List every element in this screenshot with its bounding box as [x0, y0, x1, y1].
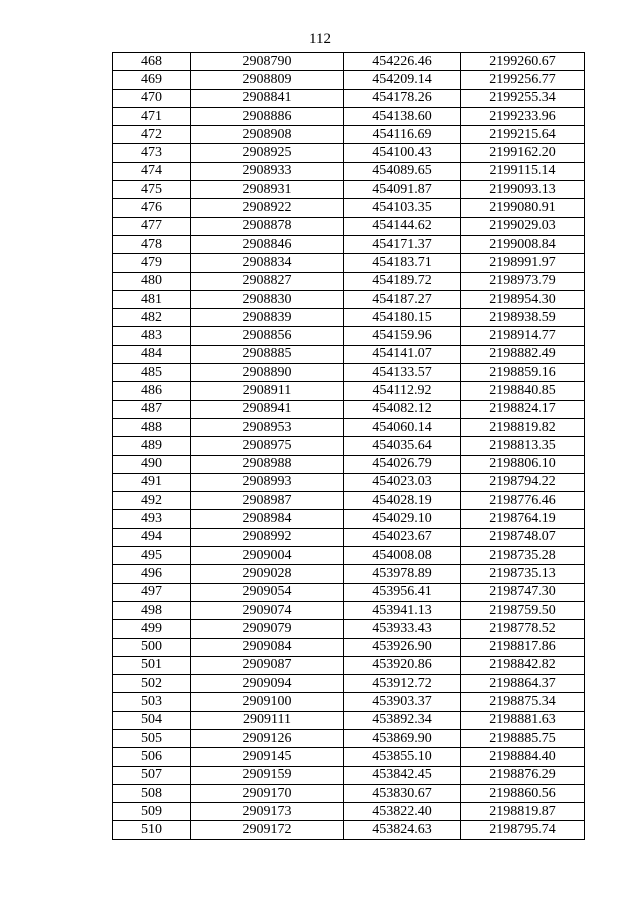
table-row [113, 638, 585, 656]
x-coordinate-cell: 454138.60 [344, 107, 461, 125]
point-id-cell: 2908984 [191, 510, 344, 528]
table-row [113, 675, 585, 693]
table-row [113, 748, 585, 766]
y-coordinate-cell: 2198881.63 [461, 711, 585, 729]
x-coordinate-cell: 454187.27 [344, 290, 461, 308]
point-number-cell: 486 [113, 382, 191, 400]
y-coordinate-cell: 2198860.56 [461, 784, 585, 802]
x-coordinate-cell: 453920.86 [344, 656, 461, 674]
point-number-cell: 478 [113, 235, 191, 253]
x-coordinate-cell: 454226.46 [344, 53, 461, 71]
x-coordinate-cell: 454144.62 [344, 217, 461, 235]
y-coordinate-cell: 2198735.28 [461, 547, 585, 565]
y-coordinate-cell: 2198819.82 [461, 418, 585, 436]
point-number-cell: 487 [113, 400, 191, 418]
point-number-cell: 499 [113, 620, 191, 638]
point-number-cell: 502 [113, 675, 191, 693]
point-id-cell: 2908790 [191, 53, 344, 71]
point-id-cell: 2909054 [191, 583, 344, 601]
x-coordinate-cell: 454029.10 [344, 510, 461, 528]
x-coordinate-cell: 454178.26 [344, 89, 461, 107]
x-coordinate-cell: 454100.43 [344, 144, 461, 162]
x-coordinate-cell: 453855.10 [344, 748, 461, 766]
point-id-cell: 2908911 [191, 382, 344, 400]
table-row [113, 89, 585, 107]
point-number-cell: 504 [113, 711, 191, 729]
table-row [113, 309, 585, 327]
point-number-cell: 503 [113, 693, 191, 711]
table-row [113, 290, 585, 308]
point-number-cell: 506 [113, 748, 191, 766]
point-id-cell: 2908925 [191, 144, 344, 162]
x-coordinate-cell: 454112.92 [344, 382, 461, 400]
x-coordinate-cell: 454183.71 [344, 254, 461, 272]
table-row [113, 583, 585, 601]
point-id-cell: 2909004 [191, 547, 344, 565]
point-id-cell: 2909170 [191, 784, 344, 802]
point-number-cell: 488 [113, 418, 191, 436]
point-id-cell: 2908987 [191, 492, 344, 510]
point-number-cell: 497 [113, 583, 191, 601]
y-coordinate-cell: 2199080.91 [461, 199, 585, 217]
table-row [113, 327, 585, 345]
point-id-cell: 2908878 [191, 217, 344, 235]
table-row [113, 217, 585, 235]
x-coordinate-cell: 454008.08 [344, 547, 461, 565]
table-row [113, 345, 585, 363]
point-id-cell: 2909145 [191, 748, 344, 766]
y-coordinate-cell: 2198882.49 [461, 345, 585, 363]
point-id-cell: 2908890 [191, 364, 344, 382]
y-coordinate-cell: 2199260.67 [461, 53, 585, 71]
point-id-cell: 2908908 [191, 126, 344, 144]
point-number-cell: 470 [113, 89, 191, 107]
y-coordinate-cell: 2198884.40 [461, 748, 585, 766]
point-number-cell: 476 [113, 199, 191, 217]
y-coordinate-cell: 2198859.16 [461, 364, 585, 382]
table-row [113, 528, 585, 546]
point-number-cell: 468 [113, 53, 191, 71]
y-coordinate-cell: 2199093.13 [461, 181, 585, 199]
point-number-cell: 500 [113, 638, 191, 656]
y-coordinate-cell: 2199029.03 [461, 217, 585, 235]
y-coordinate-cell: 2198817.86 [461, 638, 585, 656]
x-coordinate-cell: 453822.40 [344, 803, 461, 821]
table-row [113, 272, 585, 290]
y-coordinate-cell: 2199115.14 [461, 162, 585, 180]
point-number-cell: 483 [113, 327, 191, 345]
table-row [113, 126, 585, 144]
table-row [113, 162, 585, 180]
y-coordinate-cell: 2198819.87 [461, 803, 585, 821]
x-coordinate-cell: 454133.57 [344, 364, 461, 382]
table-row [113, 693, 585, 711]
point-id-cell: 2909126 [191, 729, 344, 747]
y-coordinate-cell: 2199008.84 [461, 235, 585, 253]
point-number-cell: 498 [113, 601, 191, 619]
y-coordinate-cell: 2198813.35 [461, 437, 585, 455]
point-id-cell: 2908834 [191, 254, 344, 272]
point-number-cell: 469 [113, 71, 191, 89]
point-id-cell: 2908885 [191, 345, 344, 363]
x-coordinate-cell: 453926.90 [344, 638, 461, 656]
table-row [113, 181, 585, 199]
x-coordinate-cell: 454023.03 [344, 473, 461, 491]
table-row [113, 510, 585, 528]
x-coordinate-cell: 454023.67 [344, 528, 461, 546]
point-number-cell: 508 [113, 784, 191, 802]
coordinates-table-body [113, 53, 585, 840]
point-id-cell: 2909159 [191, 766, 344, 784]
x-coordinate-cell: 454180.15 [344, 309, 461, 327]
y-coordinate-cell: 2198778.52 [461, 620, 585, 638]
point-number-cell: 475 [113, 181, 191, 199]
point-id-cell: 2908809 [191, 71, 344, 89]
x-coordinate-cell: 454089.65 [344, 162, 461, 180]
x-coordinate-cell: 453824.63 [344, 821, 461, 839]
y-coordinate-cell: 2198864.37 [461, 675, 585, 693]
point-number-cell: 495 [113, 547, 191, 565]
y-coordinate-cell: 2199215.64 [461, 126, 585, 144]
point-id-cell: 2909074 [191, 601, 344, 619]
x-coordinate-cell: 454159.96 [344, 327, 461, 345]
x-coordinate-cell: 453830.67 [344, 784, 461, 802]
point-number-cell: 484 [113, 345, 191, 363]
x-coordinate-cell: 453869.90 [344, 729, 461, 747]
point-number-cell: 471 [113, 107, 191, 125]
point-id-cell: 2909094 [191, 675, 344, 693]
x-coordinate-cell: 453978.89 [344, 565, 461, 583]
table-row [113, 144, 585, 162]
x-coordinate-cell: 454026.79 [344, 455, 461, 473]
point-id-cell: 2909173 [191, 803, 344, 821]
point-number-cell: 509 [113, 803, 191, 821]
table-row [113, 382, 585, 400]
y-coordinate-cell: 2198764.19 [461, 510, 585, 528]
x-coordinate-cell: 453941.13 [344, 601, 461, 619]
point-number-cell: 490 [113, 455, 191, 473]
x-coordinate-cell: 454060.14 [344, 418, 461, 436]
x-coordinate-cell: 454028.19 [344, 492, 461, 510]
point-number-cell: 480 [113, 272, 191, 290]
point-number-cell: 481 [113, 290, 191, 308]
point-number-cell: 477 [113, 217, 191, 235]
point-id-cell: 2908841 [191, 89, 344, 107]
table-row [113, 601, 585, 619]
point-id-cell: 2908846 [191, 235, 344, 253]
y-coordinate-cell: 2198875.34 [461, 693, 585, 711]
point-id-cell: 2908827 [191, 272, 344, 290]
point-number-cell: 474 [113, 162, 191, 180]
table-row [113, 53, 585, 71]
table-row [113, 254, 585, 272]
table-row [113, 729, 585, 747]
table-row [113, 71, 585, 89]
point-number-cell: 489 [113, 437, 191, 455]
y-coordinate-cell: 2198973.79 [461, 272, 585, 290]
page-number: 112 [309, 31, 331, 47]
point-number-cell: 510 [113, 821, 191, 839]
point-id-cell: 2908830 [191, 290, 344, 308]
point-number-cell: 496 [113, 565, 191, 583]
table-row [113, 656, 585, 674]
table-row [113, 364, 585, 382]
point-id-cell: 2909084 [191, 638, 344, 656]
y-coordinate-cell: 2198735.13 [461, 565, 585, 583]
x-coordinate-cell: 454082.12 [344, 400, 461, 418]
table-row [113, 784, 585, 802]
x-coordinate-cell: 453903.37 [344, 693, 461, 711]
table-row [113, 235, 585, 253]
point-number-cell: 505 [113, 729, 191, 747]
y-coordinate-cell: 2198759.50 [461, 601, 585, 619]
y-coordinate-cell: 2198842.82 [461, 656, 585, 674]
table-row [113, 620, 585, 638]
point-id-cell: 2908975 [191, 437, 344, 455]
y-coordinate-cell: 2198885.75 [461, 729, 585, 747]
point-number-cell: 494 [113, 528, 191, 546]
table-row [113, 199, 585, 217]
table-row [113, 821, 585, 839]
table-row [113, 547, 585, 565]
table-row [113, 400, 585, 418]
table-row [113, 473, 585, 491]
point-id-cell: 2908856 [191, 327, 344, 345]
point-number-cell: 491 [113, 473, 191, 491]
point-id-cell: 2908953 [191, 418, 344, 436]
x-coordinate-cell: 453842.45 [344, 766, 461, 784]
table-row [113, 455, 585, 473]
x-coordinate-cell: 454141.07 [344, 345, 461, 363]
x-coordinate-cell: 454091.87 [344, 181, 461, 199]
x-coordinate-cell: 454035.64 [344, 437, 461, 455]
point-id-cell: 2908922 [191, 199, 344, 217]
x-coordinate-cell: 453892.34 [344, 711, 461, 729]
point-id-cell: 2908988 [191, 455, 344, 473]
point-id-cell: 2909172 [191, 821, 344, 839]
point-id-cell: 2909087 [191, 656, 344, 674]
point-id-cell: 2909111 [191, 711, 344, 729]
y-coordinate-cell: 2198795.74 [461, 821, 585, 839]
y-coordinate-cell: 2199256.77 [461, 71, 585, 89]
y-coordinate-cell: 2198806.10 [461, 455, 585, 473]
point-id-cell: 2909028 [191, 565, 344, 583]
y-coordinate-cell: 2199162.20 [461, 144, 585, 162]
x-coordinate-cell: 454116.69 [344, 126, 461, 144]
point-id-cell: 2908931 [191, 181, 344, 199]
table-row [113, 565, 585, 583]
y-coordinate-cell: 2198938.59 [461, 309, 585, 327]
table-row [113, 418, 585, 436]
y-coordinate-cell: 2198776.46 [461, 492, 585, 510]
y-coordinate-cell: 2198840.85 [461, 382, 585, 400]
y-coordinate-cell: 2198914.77 [461, 327, 585, 345]
table-row [113, 107, 585, 125]
y-coordinate-cell: 2199233.96 [461, 107, 585, 125]
y-coordinate-cell: 2198794.22 [461, 473, 585, 491]
point-number-cell: 507 [113, 766, 191, 784]
point-number-cell: 479 [113, 254, 191, 272]
point-number-cell: 501 [113, 656, 191, 674]
point-id-cell: 2908992 [191, 528, 344, 546]
y-coordinate-cell: 2198954.30 [461, 290, 585, 308]
table-row [113, 492, 585, 510]
x-coordinate-cell: 453933.43 [344, 620, 461, 638]
x-coordinate-cell: 453912.72 [344, 675, 461, 693]
point-id-cell: 2909100 [191, 693, 344, 711]
x-coordinate-cell: 454189.72 [344, 272, 461, 290]
table-row [113, 803, 585, 821]
point-number-cell: 492 [113, 492, 191, 510]
y-coordinate-cell: 2199255.34 [461, 89, 585, 107]
table-row [113, 766, 585, 784]
coordinates-table [112, 52, 585, 840]
point-id-cell: 2909079 [191, 620, 344, 638]
y-coordinate-cell: 2198748.07 [461, 528, 585, 546]
point-number-cell: 482 [113, 309, 191, 327]
point-id-cell: 2908993 [191, 473, 344, 491]
x-coordinate-cell: 454209.14 [344, 71, 461, 89]
point-id-cell: 2908933 [191, 162, 344, 180]
y-coordinate-cell: 2198747.30 [461, 583, 585, 601]
table-row [113, 437, 585, 455]
x-coordinate-cell: 454103.35 [344, 199, 461, 217]
table-row [113, 711, 585, 729]
point-number-cell: 472 [113, 126, 191, 144]
point-id-cell: 2908839 [191, 309, 344, 327]
y-coordinate-cell: 2198876.29 [461, 766, 585, 784]
x-coordinate-cell: 453956.41 [344, 583, 461, 601]
point-number-cell: 485 [113, 364, 191, 382]
y-coordinate-cell: 2198824.17 [461, 400, 585, 418]
point-number-cell: 473 [113, 144, 191, 162]
x-coordinate-cell: 454171.37 [344, 235, 461, 253]
point-id-cell: 2908941 [191, 400, 344, 418]
y-coordinate-cell: 2198991.97 [461, 254, 585, 272]
point-number-cell: 493 [113, 510, 191, 528]
point-id-cell: 2908886 [191, 107, 344, 125]
